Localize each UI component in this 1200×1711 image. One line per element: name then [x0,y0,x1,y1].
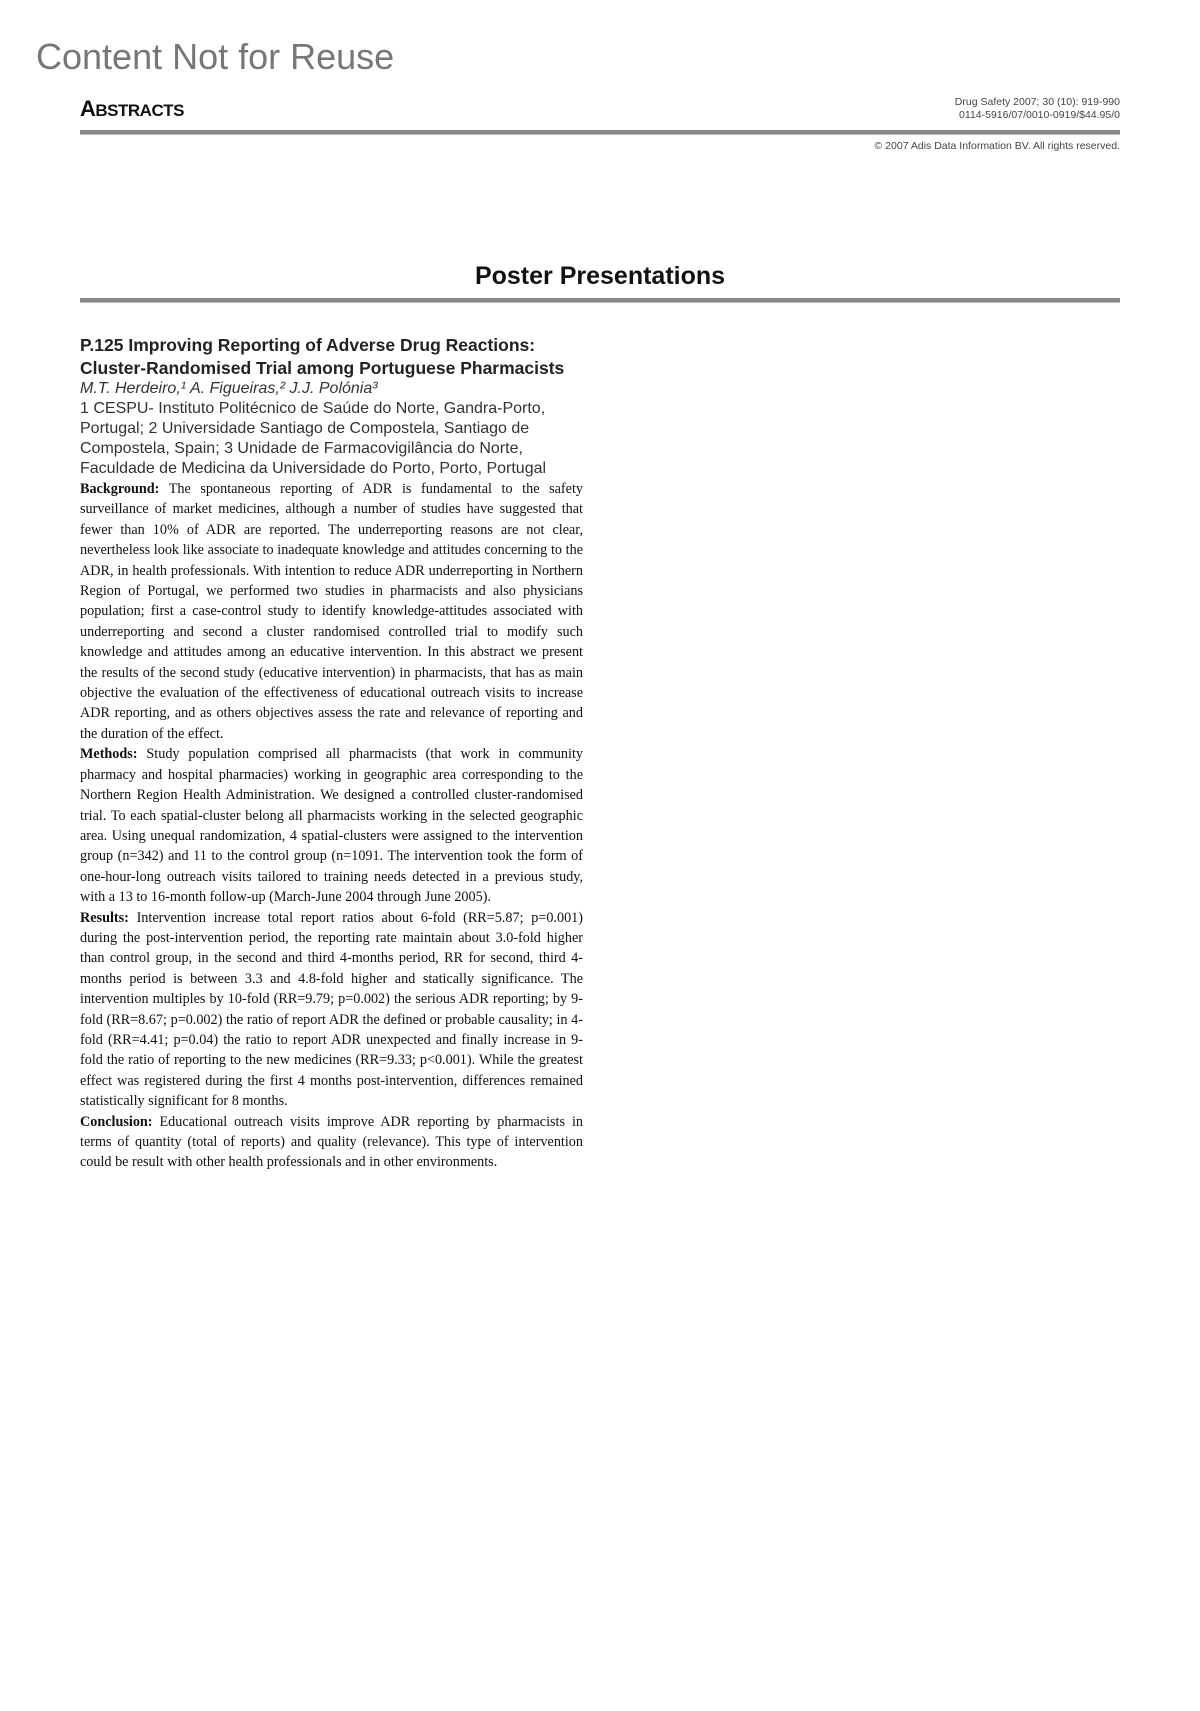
abstract-authors: M.T. Herdeiro,¹ A. Figueiras,² J.J. Polónia³ [80,380,378,397]
conclusion-paragraph [80,1112,583,1173]
conclusion-label: Conclusion: [80,1113,153,1130]
abstract-affiliations: 1 CESPU- Instituto Politécnico de Saúde do Norte, Gandra-Porto, Portugal; 2 Universidade Santiago de Compostela, Santiago de Compostela, Spain; 3 Unidade de Farmacovigilância do Norte, Faculdade de Medicina da Universidade do Porto, Porto, Portugal [80,400,547,477]
abstract [80,334,583,1173]
background-paragraph [80,479,583,744]
citation-line-2: 0114-5916/07/0010-0919/$44.95/0 [959,109,1120,121]
results-text: Intervention increase total report ratios about 6-fold (RR=5.87; p=0.001) during the post-intervention period, the reporting rate maintain about 3.0-fold higher than control group, in the second and third 4-months period, RR for second, third 4-months period is between 3.3 and 4.8-fold higher and statically significance. The intervention multiples by 10-fold (RR=9.79; p=0.002) the serious ADR reporting; by 9-fold (RR=8.67; p=0.002) the ratio of report ADR the defined or probable causality; in 4-fold (RR=4.41; p=0.04) the ratio to report ADR unexpected and finally increase in 9-fold the ratio of reporting to the new medicines (RR=9.33; p<0.001). While the greatest effect was registered during the first 4 months post-intervention, differences remained statistically significant for 8 months. [80,909,583,1110]
watermark: Content Not for Reuse [36,36,395,77]
methods-text: Study population comprised all pharmacists (that work in community pharmacy and hospital pharmacies) working in geographic area corresponding to the Northern Region Health Administration. We designed a controlled cluster-randomised trial. To each spatial-cluster belong all pharmacists working in the selected geographic area. Using unequal randomization, 4 spatial-clusters were assigned to the intervention group (n=342) and 11 to the control group (n=1091. The intervention took the form of one-hour-long outreach visits tailored to training needs detected in a previous study, with a 13 to 16-month follow-up (March-June 2004 through June 2005). [80,746,583,906]
conclusion-text: Educational outreach visits improve ADR reporting by pharmacists in terms of quantity (total of reports) and quality (relevance). This type of intervention could be result with other health professionals and in other environments. [80,1113,583,1171]
background-label: Background: [80,481,160,497]
section-title: Poster Presentations [474,262,726,290]
results-paragraph [80,908,583,1112]
citation [955,96,1120,122]
abstract-title: P.125 Improving Reporting of Adverse Drug Reactions: Cluster-Randomised Trial among Portuguese Pharmacists [80,335,565,378]
copyright: © 2007 Adis Data Information BV. All rights reserved. [874,140,1120,152]
section-rule [80,298,1120,303]
methods-label: Methods: [80,746,138,763]
section-rest: BSTRACTS [95,101,184,120]
section-initial: A [80,96,96,121]
methods-paragraph [80,744,583,907]
citation-line-1: Drug Safety 2007; 30 (10): 919-990 [954,96,1120,108]
background-text: The spontaneous reporting of ADR is fundamental to the safety surveillance of market medicines, although a number of studies have suggested that fewer than 10% of ADR are reported. The underreporting reasons are not clear, nevertheless look like associate to inadequate knowledge and attitudes concerning to the ADR, in health professionals. With intention to reduce ADR underreporting in Northern Region of Portugal, we performed two studies in pharmacists and also physicians population; first a case-control study to identify knowledge-attitudes associated with underreporting and second a cluster randomised controlled trial to modify such knowledge and attitudes among an educative intervention. In this abstract we present the results of the second study (educative intervention) in pharmacists, that has as main objective the evaluation of the effectiveness of educational outreach visits to increase ADR reporting, and as others objectives assess the rate and relevance of reporting and the duration of the effect. [80,481,583,742]
journal-section-label [80,96,184,122]
results-label: Results: [80,909,129,926]
header-rule [80,130,1120,135]
